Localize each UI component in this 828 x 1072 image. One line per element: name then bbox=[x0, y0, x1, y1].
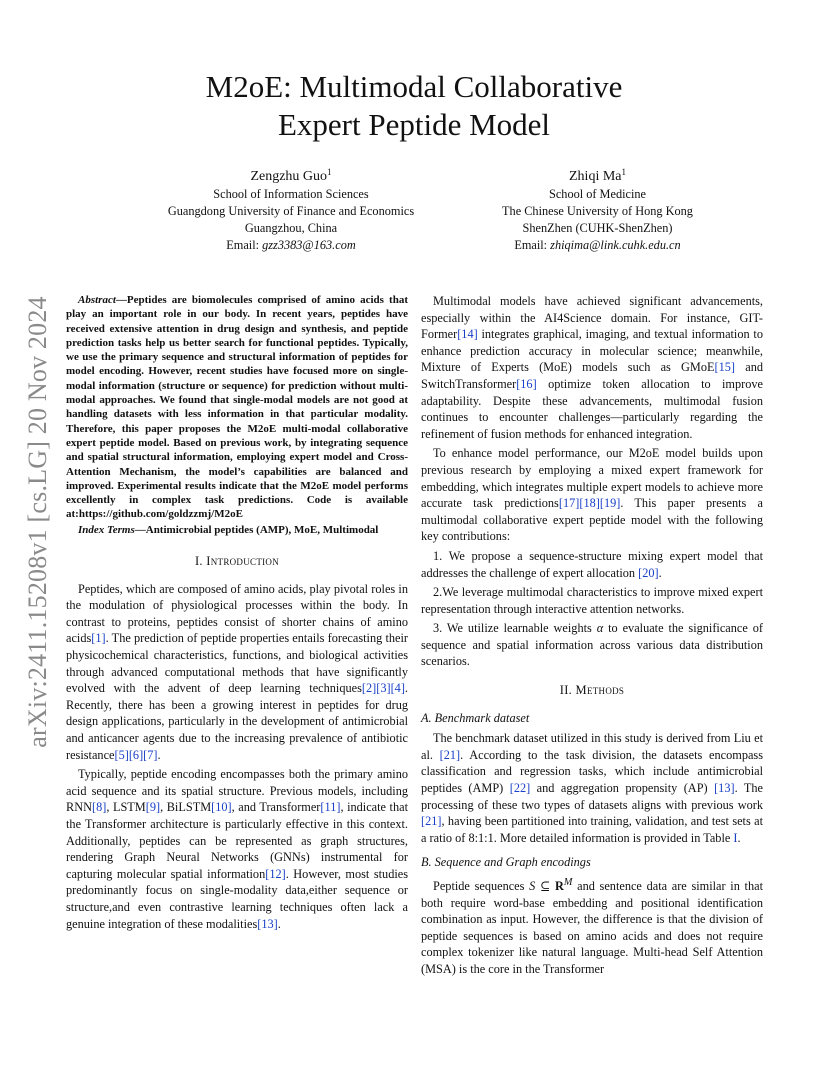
author-email: Email: zhiqima@link.cuhk.edu.cn bbox=[514, 238, 681, 252]
citation-link[interactable]: [20] bbox=[638, 565, 659, 580]
citation-link[interactable]: [21] bbox=[439, 747, 461, 762]
author-block-2 bbox=[455, 163, 740, 254]
index-terms-text: —Antimicrobial peptides (AMP), MoE, Multimodal bbox=[134, 523, 379, 536]
citation-link[interactable]: [13] bbox=[714, 781, 735, 796]
author-block-1 bbox=[120, 163, 462, 254]
paragraph: Peptide sequences S ⊆ $R^M$ and sentence data are similar in that both require word-base embedding and positional identification combination as input. However, the difference is that the division of peptide sequences is based on amino acids and does not require complex tokenizer like natural language. Multi-head Self Attention (MSA) is the core in the Transformer bbox=[421, 877, 764, 977]
citation-link[interactable]: [12] bbox=[265, 866, 286, 881]
author-name: Zengzhu Guo$^1$ bbox=[250, 167, 332, 184]
citation-link[interactable]: [15] bbox=[714, 360, 736, 375]
affiliation-mark: 1 bbox=[621, 167, 626, 177]
right-column bbox=[421, 293, 763, 981]
contribution-item: 2.We leverage multimodal characteristics to improve mixed expert representation through interactive attention networks. bbox=[421, 585, 763, 616]
math-symbol-r: R bbox=[554, 879, 564, 894]
paragraph: The benchmark dataset utilized in this study is derived from Liu et al. [21]. According to the task division, the datasets encompass classification and regression tasks, which include antimicrobial peptides (AMP) [22] and aggregation propensity (AP) [13]. The processing of these two types of datasets aligns with previous work [21], having been partitioned into training, validation, and test sets at a ratio of 8:1:1. More detailed information is provided in Table I. bbox=[421, 731, 763, 845]
section-heading-methods: II. Methods bbox=[559, 683, 625, 698]
citation-link[interactable]: [11] bbox=[320, 800, 341, 815]
citation-link[interactable]: [21] bbox=[421, 814, 442, 829]
subsection-heading-encodings: B. Sequence and Graph encodings bbox=[421, 855, 591, 870]
paragraph: To enhance model performance, our M2oE model builds upon previous research by employing a mixed expert framework for embedding, which integrates multiple expert models to achieve more accurate task predictions[17][18][19]. This paper presents a multimodal collaborative expert peptide model with the following key contributions: bbox=[421, 446, 763, 544]
index-terms-label: Index Terms bbox=[78, 523, 135, 536]
author-city: Guangzhou, China bbox=[244, 221, 338, 235]
citation-link[interactable]: [14] bbox=[457, 327, 478, 342]
citation-link[interactable]: [5] bbox=[114, 747, 129, 762]
arxiv-id-text: arXiv:2411.15208v1 [cs.LG] 20 Nov 2024 bbox=[23, 296, 52, 748]
title-line-1: M2oE: Multimodal Collaborative bbox=[205, 69, 623, 104]
author-name: Zhiqi Ma$^1$ bbox=[569, 167, 626, 184]
section-heading-introduction: I. Introduction bbox=[194, 554, 280, 569]
alpha-symbol: α bbox=[596, 621, 604, 636]
table-reference-link[interactable]: I bbox=[733, 830, 738, 845]
paper-title bbox=[120, 68, 708, 144]
contribution-item: 1. We propose a sequence-structure mixing expert model that addresses the challenge of expert allocation [20]. bbox=[421, 548, 763, 580]
email-address: zhiqima@link.cuhk.edu.cn bbox=[550, 238, 681, 252]
citation-link[interactable]: [10] bbox=[211, 800, 232, 815]
affiliation-mark: 1 bbox=[327, 167, 332, 177]
contribution-item: 3. We utilize learnable weights α to evaluate the significance of sequence and spatial information across various data distribution scenarios. bbox=[421, 621, 763, 669]
subsection-heading-benchmark: A. Benchmark dataset bbox=[421, 710, 530, 725]
citation-link[interactable]: [19] bbox=[599, 496, 621, 511]
paragraph: Multimodal models have achieved significant advancements, especially within the AI4Science domain. For instance, GIT-Former[14] integrates graphical, imaging, and textual information to enhance prediction accuracy in molecular science; meanwhile, Mixture of Experts (MoE) models such as GMoE[15] and SwitchTransformer[16] optimize token allocation to improve adaptability. Despite these advancements, multimodal fusion continues to encounter challenges—particularly regarding the refinement of fusion methods for enhanced integration. bbox=[421, 294, 763, 441]
author-dept: School of Information Sciences bbox=[213, 187, 369, 201]
citation-link[interactable]: [8] bbox=[91, 800, 107, 815]
arxiv-identifier bbox=[22, 282, 54, 762]
index-terms bbox=[66, 523, 408, 537]
citation-link[interactable]: [9] bbox=[145, 800, 161, 815]
citation-link[interactable]: [3] bbox=[376, 681, 391, 696]
citation-link[interactable]: [22] bbox=[509, 781, 531, 796]
citation-link[interactable]: [18] bbox=[579, 496, 600, 511]
citation-link[interactable]: [4] bbox=[390, 681, 405, 696]
author-dept: School of Medicine bbox=[549, 187, 646, 201]
title-line-2: Expert Peptide Model bbox=[277, 107, 551, 142]
author-city: ShenZhen (CUHK-ShenZhen) bbox=[522, 221, 673, 235]
citation-link[interactable]: [13] bbox=[257, 916, 278, 931]
paragraph: Typically, peptide encoding encompasses both the primary amino acid sequence and its spatial structure. Previous models, including RNN[8], LSTM[9], BiLSTM[10], and Transformer[11], indicate that the Transformer architecture is particularly effective in this context. Additionally, peptides can be represented as graph structures, rendering Graph Neural Networks (GNNs) instrumental for capturing molecular spatial information[12]. However, most studies predominantly focus on single-modality data,either sequence or structure,and even contrastive learning techniques often lack a genuine integration of these modalities[13]. bbox=[66, 767, 408, 931]
citation-link[interactable]: [1] bbox=[91, 631, 106, 646]
citation-link[interactable]: [2] bbox=[361, 681, 377, 696]
citation-link[interactable]: [7] bbox=[143, 747, 158, 762]
left-column bbox=[66, 293, 408, 935]
author-university: The Chinese University of Hong Kong bbox=[502, 204, 693, 218]
author-university: Guangdong University of Finance and Economics bbox=[167, 204, 415, 218]
email-address: gzz3383@163.com bbox=[262, 238, 356, 252]
abstract-text: —Peptides are biomolecules comprised of amino acids that play an important role in our body. In recent years, peptides have received extensive attention in drug design and synthesis, and peptide prediction tasks help us better search for functional peptides. Typically, we use the primary sequence and structural information of peptides for model encoding. However, recent studies have focused more on single-modal information (structure or sequence) for prediction without multi-modal approaches. We found that single-modal models are not good at handling datasets with less information in that particular modality. Therefore, this paper proposes the M2oE multi-modal collaborative expert peptide model. Based on previous work, by integrating sequence and spatial structural information, employing expert model and Cross-Attention Mechanism, the model’s capabilities are balanced and improved. Experimental results indicate that the M2oE model performs excellently in complex task predictions. Code is available at:https://github.com/goldzzmj/M2oE bbox=[66, 294, 408, 521]
citation-link[interactable]: [17] bbox=[558, 496, 580, 511]
paragraph: Peptides, which are composed of amino acids, play pivotal roles in the modulation of physiological processes within the body. In contrast to proteins, peptides consist of shorter chains of amino acids[1]. The prediction of peptide properties entails forecasting their physicochemical characteristics, functions, and biological activities through advanced computational methods that have significantly evolved with the advent of deep learning techniques[2][3][4]. Recently, there has been a growing interest in peptides for drug design applications, particularly in the development of antimicrobial and anticancer agents due to the increasing prevalence of antibiotic resistance[5][6][7]. bbox=[66, 581, 408, 762]
abstract bbox=[66, 293, 408, 522]
math-symbol-s: S bbox=[529, 879, 536, 894]
citation-link[interactable]: [16] bbox=[516, 376, 537, 391]
author-email: Email: gzz3383@163.com bbox=[226, 238, 356, 252]
math-superscript-m: M bbox=[563, 877, 573, 888]
citation-link[interactable]: [6] bbox=[128, 747, 144, 762]
abstract-label: Abstract bbox=[78, 294, 116, 306]
